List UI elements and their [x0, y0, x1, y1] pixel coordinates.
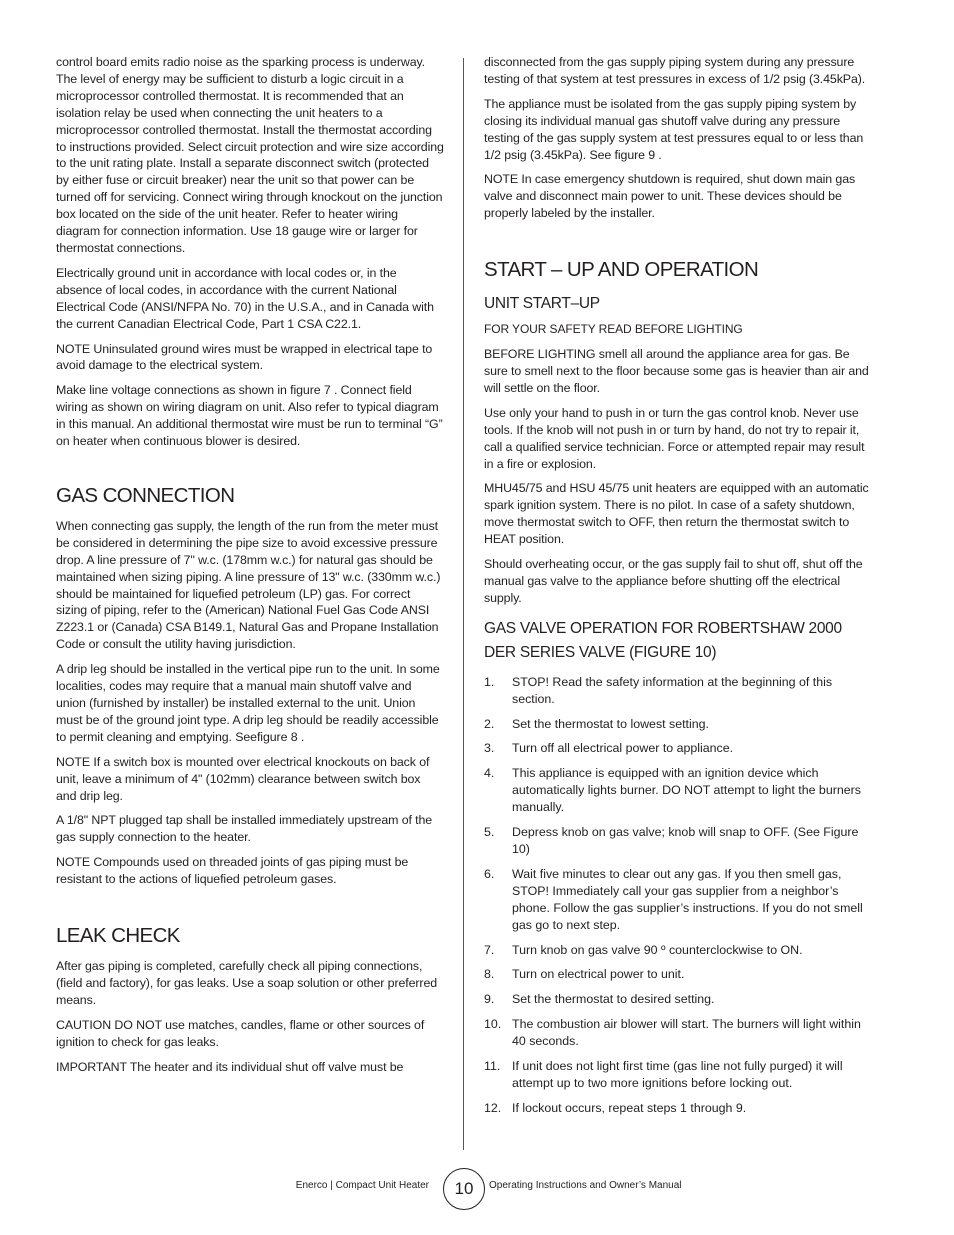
paragraph: When connecting gas supply, the length of the run from the meter must be considered in determining the pipe size to avoid excessive pressure drop. A line pressure of 7" w.c. (178mm w.c.) for natural gas should be maintained when sizing piping. A line pressure of 13" w.c. (330mm w.c.) should be maintained for liquefied petroleum (LP) gas. For correct sizing of piping, refer to the (American) National Fuel Gas Code ANSI Z223.1 or (Canada) CSA B149.1, Natural Gas and Propane Installation Code or consult the utility having jurisdiction.	[56, 518, 441, 652]
paragraph: Electrically ground unit in accordance with local codes or, in the absence of local codes, in accordance with the current National Electrical Code (ANSI/NFPA No. 70) in the U.S.A., and in Canada with the current Canadian Electrical Code, Part 1 CSA C22.1.	[56, 265, 434, 331]
paragraph: MHU45/75 and HSU 45/75 unit heaters are equipped with an automatic spark ignition system. There is no pilot. In case of a safety shutdown, move thermostat switch to OFF, then return the thermostat switch to HEAT position.	[484, 481, 869, 547]
gas-connection-heading: GAS CONNECTION	[56, 483, 235, 507]
step-text: Turn knob on gas valve 90 º counterclockwise to ON.	[512, 942, 803, 957]
page-footer	[0, 1166, 954, 1210]
list-item	[484, 966, 874, 983]
right-column	[484, 54, 874, 1125]
step-number: 4.	[484, 766, 495, 781]
page-number: 10	[443, 1168, 485, 1210]
left-column	[56, 54, 444, 1084]
list-item	[484, 1016, 874, 1050]
step-number: 12.	[484, 1100, 502, 1115]
paragraph: A drip leg should be installed in the vertical pipe run to the unit. In some localities, codes may require that a manual main shutoff valve and union (furnished by installer) be installed external to the unit. Union must be of the ground joint type. A drip leg should be readily accessible to permit cleaning and emptying. Seefigure 8 .	[56, 662, 440, 744]
note-paragraph: NOTE If a switch box is mounted over electrical knockouts on back of unit, leave a minimum of 4" (102mm) clearance between switch box and drip leg.	[56, 754, 430, 803]
step-text: If lockout occurs, repeat steps 1 through 9.	[512, 1100, 747, 1115]
step-text: STOP! Read the safety information at the beginning of this section.	[512, 674, 833, 706]
gas-valve-operation-heading: GAS VALVE OPERATION FOR ROBERTSHAW 2000 DER SERIES VALVE (FIGURE 10)	[484, 619, 842, 661]
step-text: Depress knob on gas valve; knob will snap to OFF. (See Figure 10)	[512, 825, 859, 856]
list-item	[484, 674, 874, 708]
list-item	[484, 991, 874, 1008]
paragraph: BEFORE LIGHTING smell all around the appliance area for gas. Be sure to smell next to the floor because some gas is heavier than air and will settle on the floor.	[484, 347, 869, 395]
step-number: 10.	[484, 1017, 502, 1032]
start-up-operation-heading: START – UP AND OPERATION	[484, 258, 759, 282]
step-text: Set the thermostat to desired setting.	[512, 992, 715, 1007]
unit-start-up-heading: UNIT START–UP	[484, 295, 600, 313]
important-paragraph: IMPORTANT The heater and its individual shut off valve must be	[56, 1059, 404, 1074]
step-text: The combustion air blower will start. The burners will light within 40 seconds.	[512, 1017, 861, 1049]
paragraph: Use only your hand to push in or turn the gas control knob. Never use tools. If the knob will not push in or turn by hand, do not try to repair it, call a qualified service technician. Force or attempted repair may result in a fire or explosion.	[484, 405, 865, 471]
paragraph: After gas piping is completed, carefully check all piping connections, (field and factory), for gas leaks. Use a soap solution or other preferred means.	[56, 959, 438, 1007]
step-number: 1.	[484, 674, 495, 689]
step-number: 3.	[484, 741, 495, 756]
list-item	[484, 1100, 874, 1117]
caution-paragraph: CAUTION DO NOT use matches, candles, flame or other sources of ignition to check for gas leaks.	[56, 1017, 425, 1049]
step-text: If unit does not light first time (gas line not fully purged) it will attempt up to two more ignitions before locking out.	[512, 1059, 843, 1090]
step-number: 5.	[484, 825, 495, 840]
list-item	[484, 740, 874, 757]
note-paragraph: NOTE In case emergency shutdown is required, shut down main gas valve and disconnect main power to unit. These devices should be properly labeled by the installer.	[484, 172, 856, 221]
step-number: 2.	[484, 716, 495, 731]
step-text: Turn off all electrical power to appliance.	[512, 741, 734, 756]
note-paragraph: NOTE Uninsulated ground wires must be wrapped in electrical tape to avoid damage to the electrical system.	[56, 341, 433, 373]
step-text: This appliance is equipped with an ignition device which automatically lights burner. DO NOT attempt to light the burners manually.	[512, 766, 861, 815]
note-paragraph: NOTE Compounds used on threaded joints of gas piping must be resistant to the actions of liquefied petroleum gases.	[56, 855, 409, 887]
step-number: 8.	[484, 967, 495, 982]
paragraph: The appliance must be isolated from the gas supply piping system by closing its individual manual gas shutoff valve during any pressure testing of the gas supply system at test pressures equal to or less than 1/2 psig (3.45kPa). See figure 9 .	[484, 96, 864, 162]
list-item	[484, 765, 874, 816]
list-item	[484, 824, 874, 858]
paragraph: Should overheating occur, or the gas supply fail to shut off, shut off the manual gas valve to the appliance before shutting off the electrical supply.	[484, 557, 863, 605]
step-text: Wait five minutes to clear out any gas. If you then smell gas, STOP! Immediately call your gas supplier from a neighbor’s phone. Follow the gas supplier’s instructions. If you do not smell gas go to next step.	[512, 866, 863, 932]
step-text: Set the thermostat to lowest setting.	[512, 716, 709, 731]
step-text: Turn on electrical power to unit.	[512, 967, 685, 982]
step-number: 11.	[484, 1059, 501, 1074]
column-divider	[463, 58, 464, 1150]
paragraph: Make line voltage connections as shown in figure 7 . Connect field wiring as shown on wiring diagram on unit. Also refer to typical diagram in this manual. An additional thermostat wire must be run to terminal “G” on heater when continuous blower is desired.	[56, 383, 443, 449]
paragraph: control board emits radio noise as the sparking process is underway. The level of energy may be sufficient to disturb a logic circuit in a microprocessor controlled thermostat. It is recommended that an isolation relay be used when connecting the unit heaters to a microprocessor controlled thermostat. Install the thermostat according to instructions provided. Select circuit protection and wire size according to the unit rating plate. Install a separate disconnect switch (protected by either fuse or circuit breaker) near the unit so that power can be turned off for servicing. Connect wiring through knockout on the junction box located on the side of the unit heater. Refer to heater wiring diagram for connection information. Use 18 gauge wire or larger for thermostat connections.	[56, 55, 444, 255]
footer-manual-title: Operating Instructions and Owner’s Manual	[489, 1180, 682, 1191]
operation-steps	[484, 674, 874, 1117]
step-number: 9.	[484, 992, 495, 1007]
list-item	[484, 942, 874, 959]
step-number: 6.	[484, 866, 495, 881]
footer-brand: Enerco | Compact Unit Heater	[295, 1180, 429, 1191]
paragraph: disconnected from the gas supply piping system during any pressure testing of that system at test pressures in excess of 1/2 psig (3.45kPa).	[484, 55, 866, 86]
leak-check-heading: LEAK CHECK	[56, 924, 180, 948]
paragraph: A 1/8" NPT plugged tap shall be installed immediately upstream of the gas supply connection to the heater.	[56, 813, 433, 845]
safety-line: FOR YOUR SAFETY READ BEFORE LIGHTING	[484, 322, 743, 337]
list-item	[484, 716, 874, 733]
step-number: 7.	[484, 942, 495, 957]
list-item	[484, 866, 874, 934]
list-item	[484, 1058, 874, 1092]
